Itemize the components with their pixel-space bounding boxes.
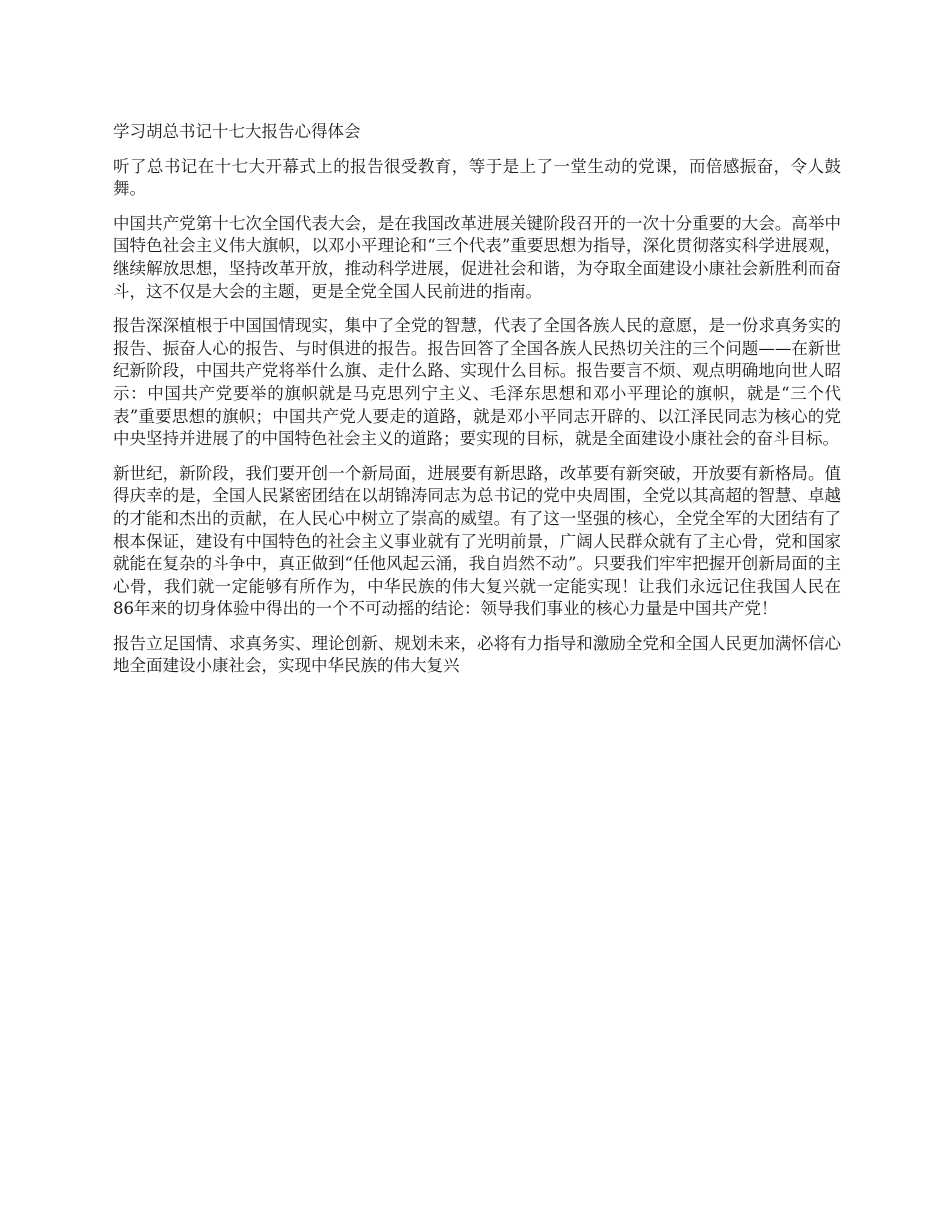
paragraph-1: 听了总书记在十七大开幕式上的报告很受教育，等于是上了一堂生动的党课，而倍感振奋，令人鼓舞。 — [113, 156, 841, 199]
paragraph-4: 新世纪，新阶段，我们要开创一个新局面，进展要有新思路，改革要有新突破，开放要有新格局。值得庆幸的是，全国人民紧密团结在以胡锦涛同志为总书记的党中央周围，全党以其高超的智慧、卓越的才能和杰出的贡献，在人民心中树立了崇高的威望。有了这一坚强的核心，全党全军的大团结有了根本保证，建设有中国特色的社会主义事业就有了光明前景，广阔人民群众就有了主心骨，党和国家就能在复杂的斗争中，真正做到“任他风起云涌，我自岿然不动”。只要我们牢牢把握开创新局面的主心骨，我们就一定能够有所作为，中华民族的伟大复兴就一定能实现！让我们永远记住我国人民在86年来的切身体验中得出的一个不可动摇的结论：领导我们事业的核心力量是中国共产党！ — [113, 463, 841, 619]
document-page — [113, 121, 841, 690]
paragraph-3: 报告深深植根于中国国情现实，集中了全党的智慧，代表了全国各族人民的意愿，是一份求真务实的报告、振奋人心的报告、与时俱进的报告。报告回答了全国各族人民热切关注的三个问题——在新世纪新阶段，中国共产党将举什么旗、走什么路、实现什么目标。报告要言不烦、观点明确地向世人昭示：中国共产党要举的旗帜就是马克思列宁主义、毛泽东思想和邓小平理论的旗帜，就是“三个代表”重要思想的旗帜；中国共产党人要走的道路，就是邓小平同志开辟的、以江泽民同志为核心的党中央坚持并进展了的中国特色社会主义的道路；要实现的目标，就是全面建设小康社会的奋斗目标。 — [113, 316, 841, 449]
paragraph-2: 中国共产党第十七次全国代表大会，是在我国改革进展关键阶段召开的一次十分重要的大会。高举中国特色社会主义伟大旗帜，以邓小平理论和“三个代表”重要思想为指导，深化贯彻落实科学进展观，继续解放思想，坚持改革开放，推动科学进展，促进社会和谐，为夺取全面建设小康社会新胜利而奋斗，这不仅是大会的主题，更是全党全国人民前进的指南。 — [113, 213, 841, 301]
document-title: 学习胡总书记十七大报告心得体会 — [113, 122, 361, 141]
paragraph-5: 报告立足国情、求真务实、理论创新、规划未来，必将有力指导和激励全党和全国人民更加满怀信心地全面建设小康社会，实现中华民族的伟大复兴 — [113, 633, 841, 676]
